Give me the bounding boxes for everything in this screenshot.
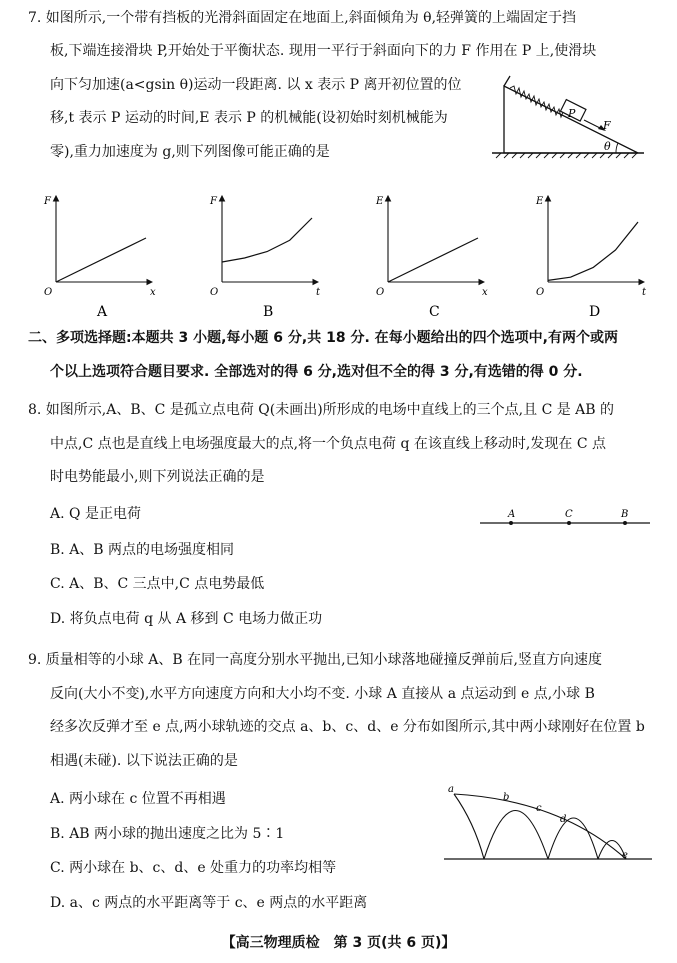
point-B-label: B: [621, 509, 629, 520]
q7-line-3: 向下匀加速(a<gsin θ)运动一段距离. 以 x 表示 P 离开初位置的位: [50, 77, 462, 93]
q9-line-4: 相遇(未碰). 以下说法正确的是: [50, 753, 238, 769]
q9-option-d: D. a、c 两点的水平距离等于 c、e 两点的水平距离: [50, 895, 368, 911]
q9-line-2: 反向(大小不变),水平方向速度方向和大小均不变. 小球 A 直接从 a 点运动到 e 点,小球 B: [50, 686, 595, 702]
graph-c-ylabel: E: [376, 196, 384, 207]
graph-c-option-label: C: [429, 304, 440, 320]
point-a-label: a: [448, 784, 454, 795]
graph-a-option-label: A: [97, 304, 108, 320]
graph-d-ylabel: E: [536, 196, 544, 207]
q9-option-c: C. 两小球在 b、c、d、e 处重力的功率均相等: [50, 860, 337, 876]
graph-d-xlabel: t: [642, 287, 647, 298]
q7-line-2: 板,下端连接滑块 P,开始处于平衡状态. 现用一平行于斜面向下的力 F 作用在 P 上,使滑块: [50, 43, 597, 59]
graph-b-curve: [222, 218, 312, 262]
q8-option-c: C. A、B、C 三点中,C 点电势最低: [50, 576, 265, 592]
graph-d-option-label: D: [589, 304, 601, 320]
q9-option-a: A. 两小球在 c 位置不再相遇: [50, 791, 226, 807]
label-theta: θ: [604, 140, 611, 153]
graph-b-origin: O: [210, 287, 219, 298]
graph-d-origin: O: [536, 287, 545, 298]
q8-option-b: B. A、B 两点的电场强度相同: [50, 542, 235, 558]
section2-line-2: 个以上选项符合题目要求. 全部选对的得 6 分,选对但不全的得 3 分,有选错的得 0 分.: [50, 364, 583, 380]
q9-option-b: B. AB 两小球的抛出速度之比为 5∶1: [50, 826, 285, 842]
q9-line-1: 9. 质量相等的小球 A、B 在同一高度分别水平抛出,已知小球落地碰撞反弹前后,竖直方向速度: [28, 652, 603, 668]
section2-line-1: 二、多项选择题:本题共 3 小题,每小题 6 分,共 18 分. 在每小题给出的四个选项中,有两个或两: [28, 330, 618, 346]
point-A-label: A: [508, 509, 516, 520]
q7-line-1: 7. 如图所示,一个带有挡板的光滑斜面固定在地面上,斜面倾角为 θ,轻弹簧的上端固定于挡: [28, 10, 577, 26]
point-b-label: b: [503, 792, 510, 803]
q8-line-1: 8. 如图所示,A、B、C 是孤立点电荷 Q(未画出)所形成的电场中直线上的三个点,且 C 是 AB 的: [28, 402, 615, 418]
point-C-label: C: [565, 509, 573, 520]
label-F: F: [603, 119, 611, 132]
graph-a-ylabel: F: [44, 196, 51, 207]
q7-line-4: 移,t 表示 P 运动的时间,E 表示 P 的机械能(设初始时刻机械能为: [50, 110, 448, 126]
label-P: P: [568, 107, 576, 120]
point-e-label: e: [622, 850, 628, 861]
graph-b-xlabel: t: [316, 287, 321, 298]
graph-a-curve: [56, 238, 146, 282]
q8-line-figure: [478, 504, 653, 534]
graph-a-xlabel: x: [150, 287, 156, 298]
graph-c-xlabel: x: [482, 287, 488, 298]
q7-graphs: [0, 190, 677, 320]
page-footer: 【高三物理质检 第 3 页(共 6 页)】: [221, 935, 456, 951]
point-c-label: c: [536, 803, 542, 814]
spring: [510, 86, 566, 117]
q8-line-3: 时电势能最小,则下列说法正确的是: [50, 469, 265, 485]
q9-trajectory-figure: [440, 782, 655, 867]
q7-line-5: 零),重力加速度为 g,则下列图像可能正确的是: [50, 144, 330, 160]
graph-a-origin: O: [44, 287, 53, 298]
q8-option-a: A. Q 是正电荷: [50, 506, 141, 522]
graph-c-origin: O: [376, 287, 385, 298]
graph-b-option-label: B: [263, 304, 274, 320]
q8-line-2: 中点,C 点也是直线上电场强度最大的点,将一个负点电荷 q 在该直线上移动时,发现在 C 点: [50, 436, 606, 452]
point-d-label: d: [560, 814, 567, 825]
graph-b-ylabel: F: [210, 196, 217, 207]
q9-line-3: 经多次反弹才至 e 点,两小球轨迹的交点 a、b、c、d、e 分布如图所示,其中两小球刚好在位置 b: [50, 719, 645, 735]
graph-c-curve: [388, 238, 478, 282]
q7-incline-figure: [488, 72, 648, 162]
graph-d-curve: [548, 222, 638, 280]
q8-option-d: D. 将负点电荷 q 从 A 移到 C 电场力做正功: [50, 611, 323, 627]
